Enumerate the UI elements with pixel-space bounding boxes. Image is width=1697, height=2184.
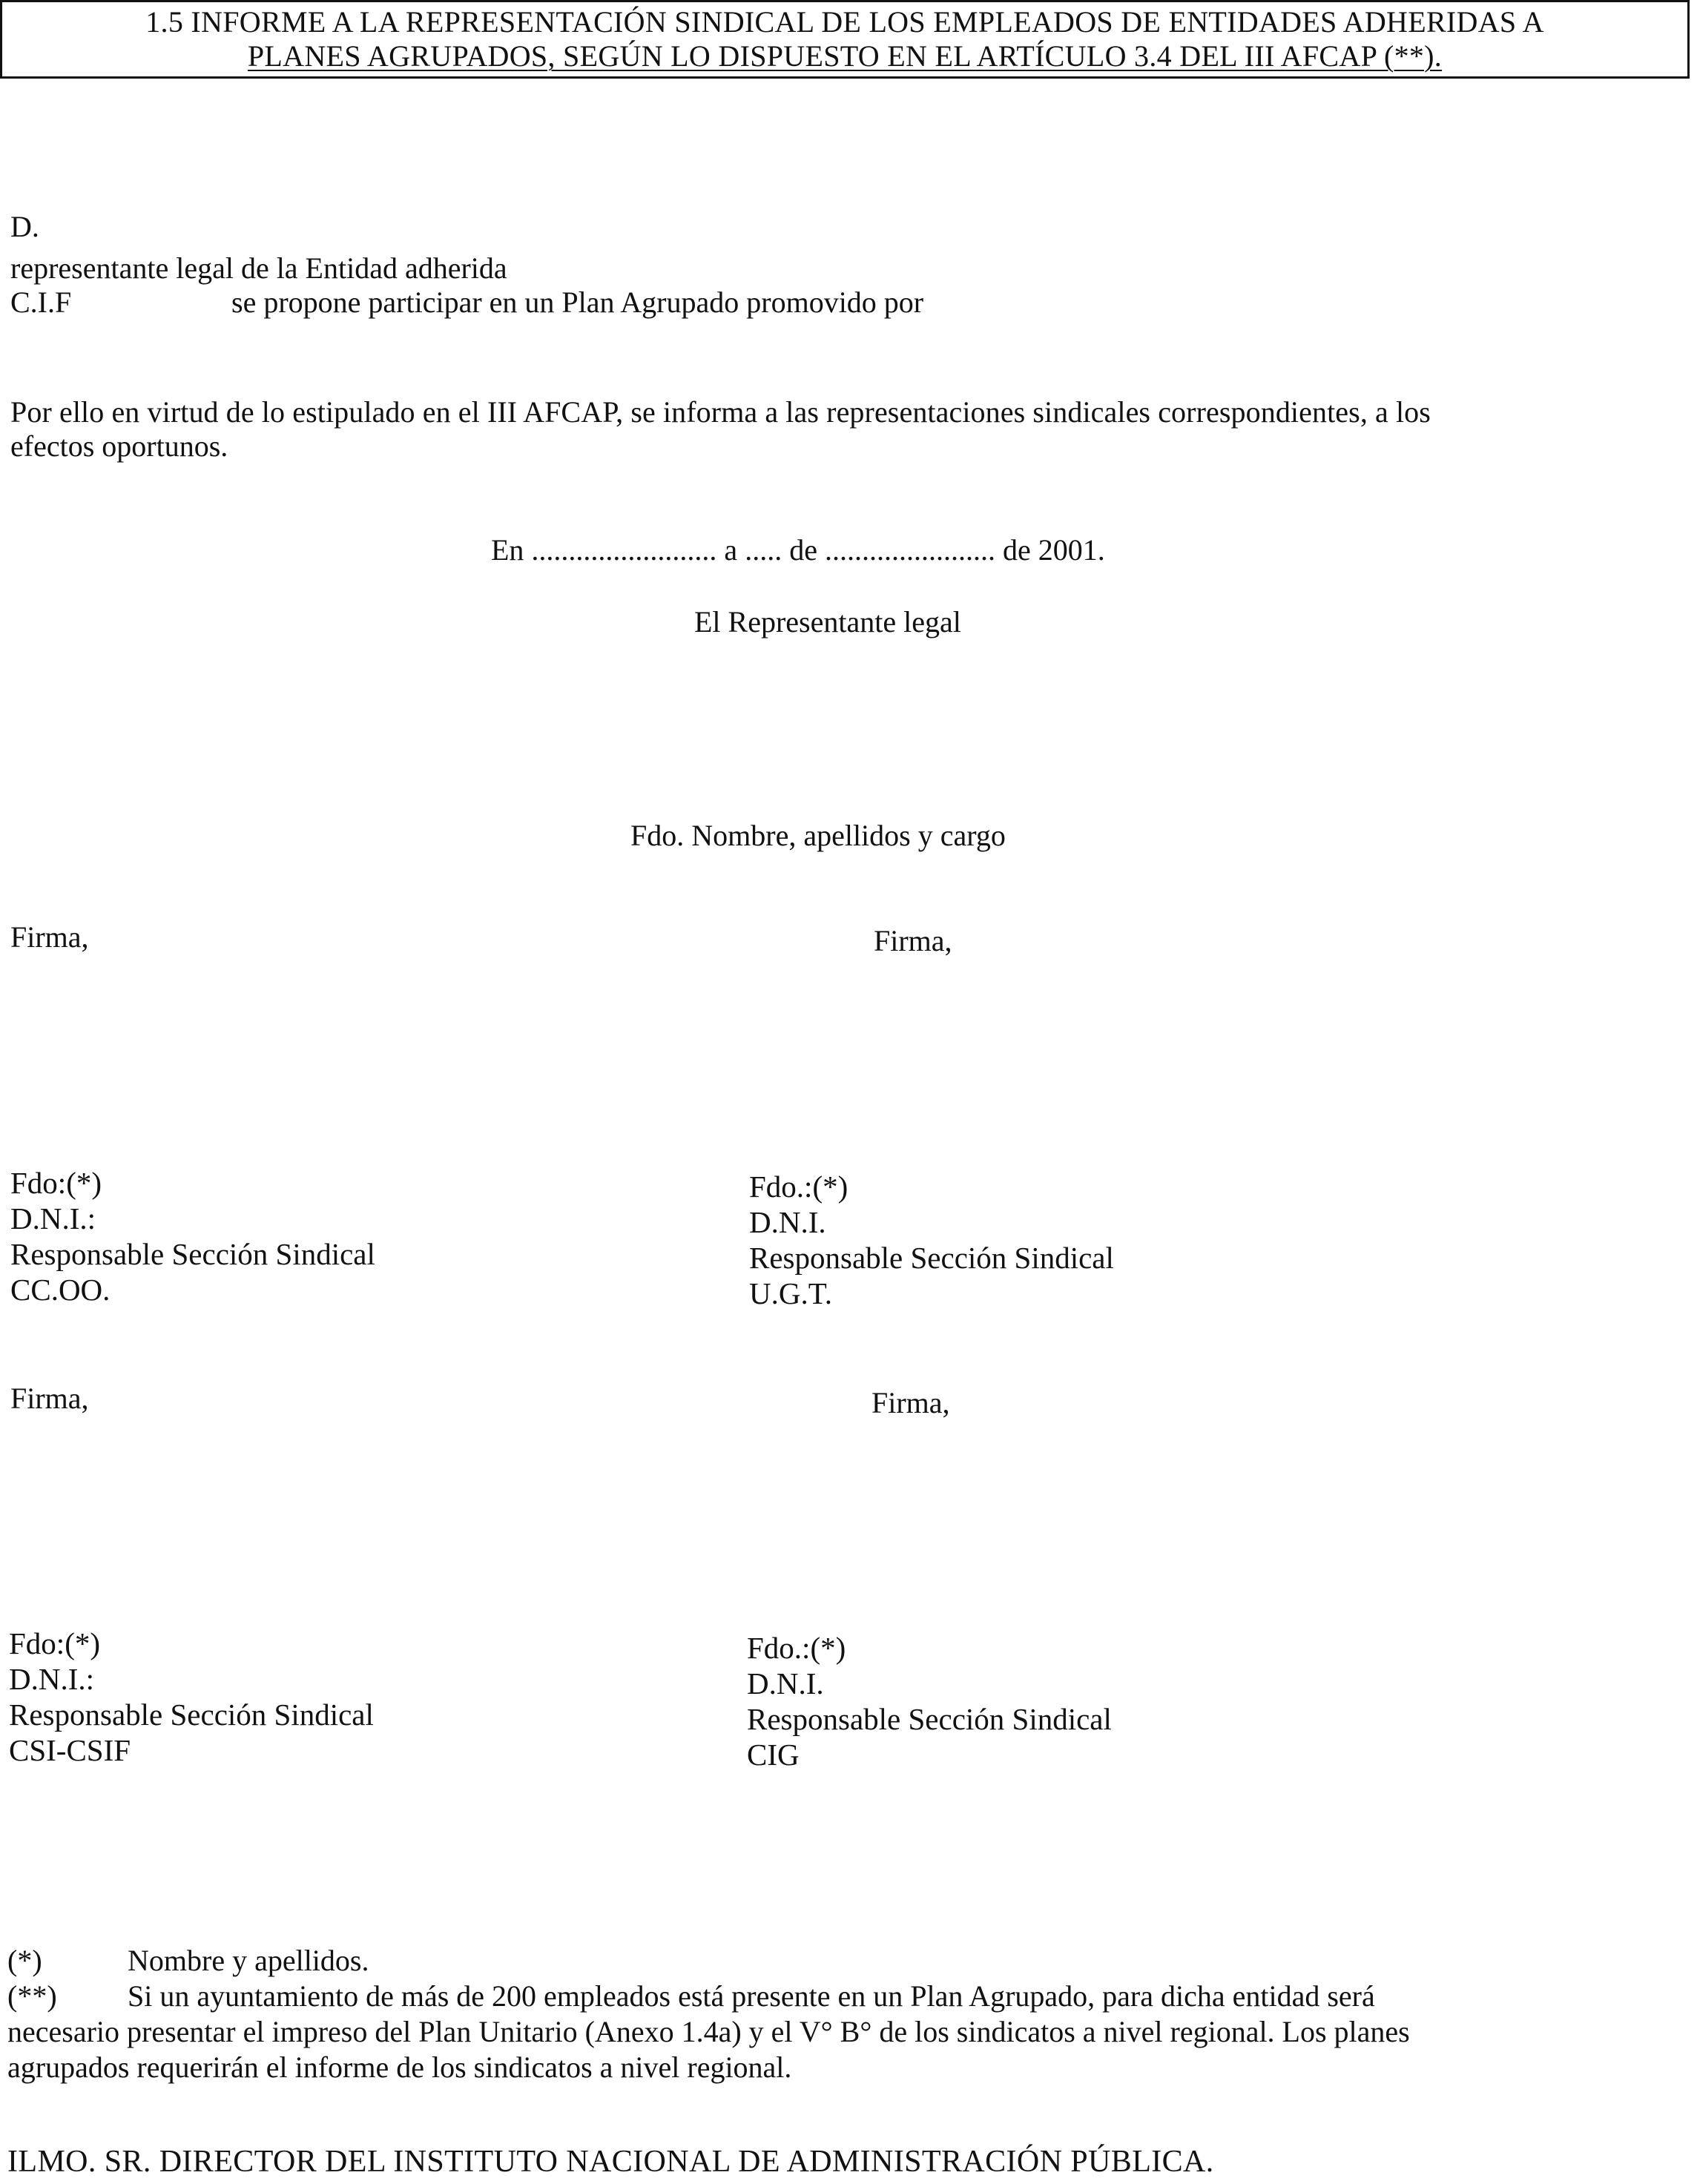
footnote-1 (7, 1943, 1684, 1979)
fdo-nombre-apellidos-cargo: Fdo. Nombre, apellidos y cargo (630, 819, 1006, 852)
union-name: CC.OO. (10, 1273, 111, 1307)
signature-block-ccoo (10, 1165, 375, 1307)
responsable-label: Responsable Sección Sindical (10, 1237, 375, 1271)
footnote-2 (7, 1979, 1684, 2014)
body-line-1: Por ello en virtud de lo estipulado en el III AFCAP, se informa a las representaciones sindicales correspondientes, a los (10, 395, 1431, 429)
footnote-2-mark: (**) (7, 1979, 57, 2013)
footnote-2-line3: agrupados requerirán el informe de los sindicatos a nivel regional. (7, 2051, 792, 2084)
signature-block-csif (9, 1626, 374, 1768)
union-name: U.G.T. (749, 1276, 832, 1310)
union-name: CIG (747, 1738, 800, 1772)
dni-label: D.N.I. (749, 1205, 826, 1239)
body-line-2: efectos oportunos. (10, 429, 228, 463)
propone-line: se propone participar en un Plan Agrupado promovido por (231, 286, 924, 319)
union-name: CSI-CSIF (9, 1733, 131, 1767)
fdo-label: Fdo:(*) (9, 1626, 100, 1660)
responsable-label: Responsable Sección Sindical (747, 1702, 1112, 1736)
firma-label-cig: Firma, (871, 1386, 950, 1419)
fdo-label: Fdo:(*) (10, 1166, 102, 1200)
firma-label-ccoo: Firma, (10, 920, 89, 954)
firma-label-ugt: Firma, (874, 924, 952, 957)
representante-legal-label: El Representante legal (694, 605, 961, 639)
footnote-1-text: Nombre y apellidos. (128, 1944, 369, 1977)
cif-label: C.I.F (10, 286, 72, 319)
dni-label: D.N.I.: (9, 1662, 95, 1696)
firma-label-csif: Firma, (10, 1382, 89, 1415)
signature-block-cig (747, 1630, 1112, 1772)
d-label: D. (10, 210, 39, 243)
responsable-label: Responsable Sección Sindical (9, 1698, 374, 1732)
document-title-box (0, 0, 1690, 79)
footnote-2-line2: necesario presentar el impreso del Plan Unitario (Anexo 1.4a) y el V° B° de los sindicatos a nivel regional. Los planes (7, 2015, 1410, 2048)
signature-block-ugt (749, 1169, 1114, 1311)
document-title-line1: 1.5 INFORME A LA REPRESENTACIÓN SINDICAL DE LOS EMPLEADOS DE ENTIDADES ADHERIDAS A (145, 5, 1544, 39)
footnote-2-text: Si un ayuntamiento de más de 200 empleados está presente en un Plan Agrupado, para dicha entidad será (128, 1979, 1375, 2013)
date-line: En ......................... a ..... de ....................... de 2001. (491, 533, 1105, 567)
dni-label: D.N.I. (747, 1666, 824, 1700)
fdo-label: Fdo.:(*) (749, 1169, 848, 1204)
responsable-label: Responsable Sección Sindical (749, 1241, 1114, 1275)
document-title-line2: PLANES AGRUPADOS, SEGÚN LO DISPUESTO EN EL ARTÍCULO 3.4 DEL III AFCAP (**). (247, 39, 1443, 73)
dni-label: D.N.I.: (10, 1201, 96, 1235)
representante-line: representante legal de la Entidad adherida (10, 251, 507, 285)
footnotes (7, 1943, 1684, 2085)
addressee: ILMO. SR. DIRECTOR DEL INSTITUTO NACIONAL DE ADMINISTRACIÓN PÚBLICA. (7, 2145, 1214, 2179)
footnote-1-mark: (*) (7, 1944, 42, 1977)
fdo-label: Fdo.:(*) (747, 1631, 846, 1665)
